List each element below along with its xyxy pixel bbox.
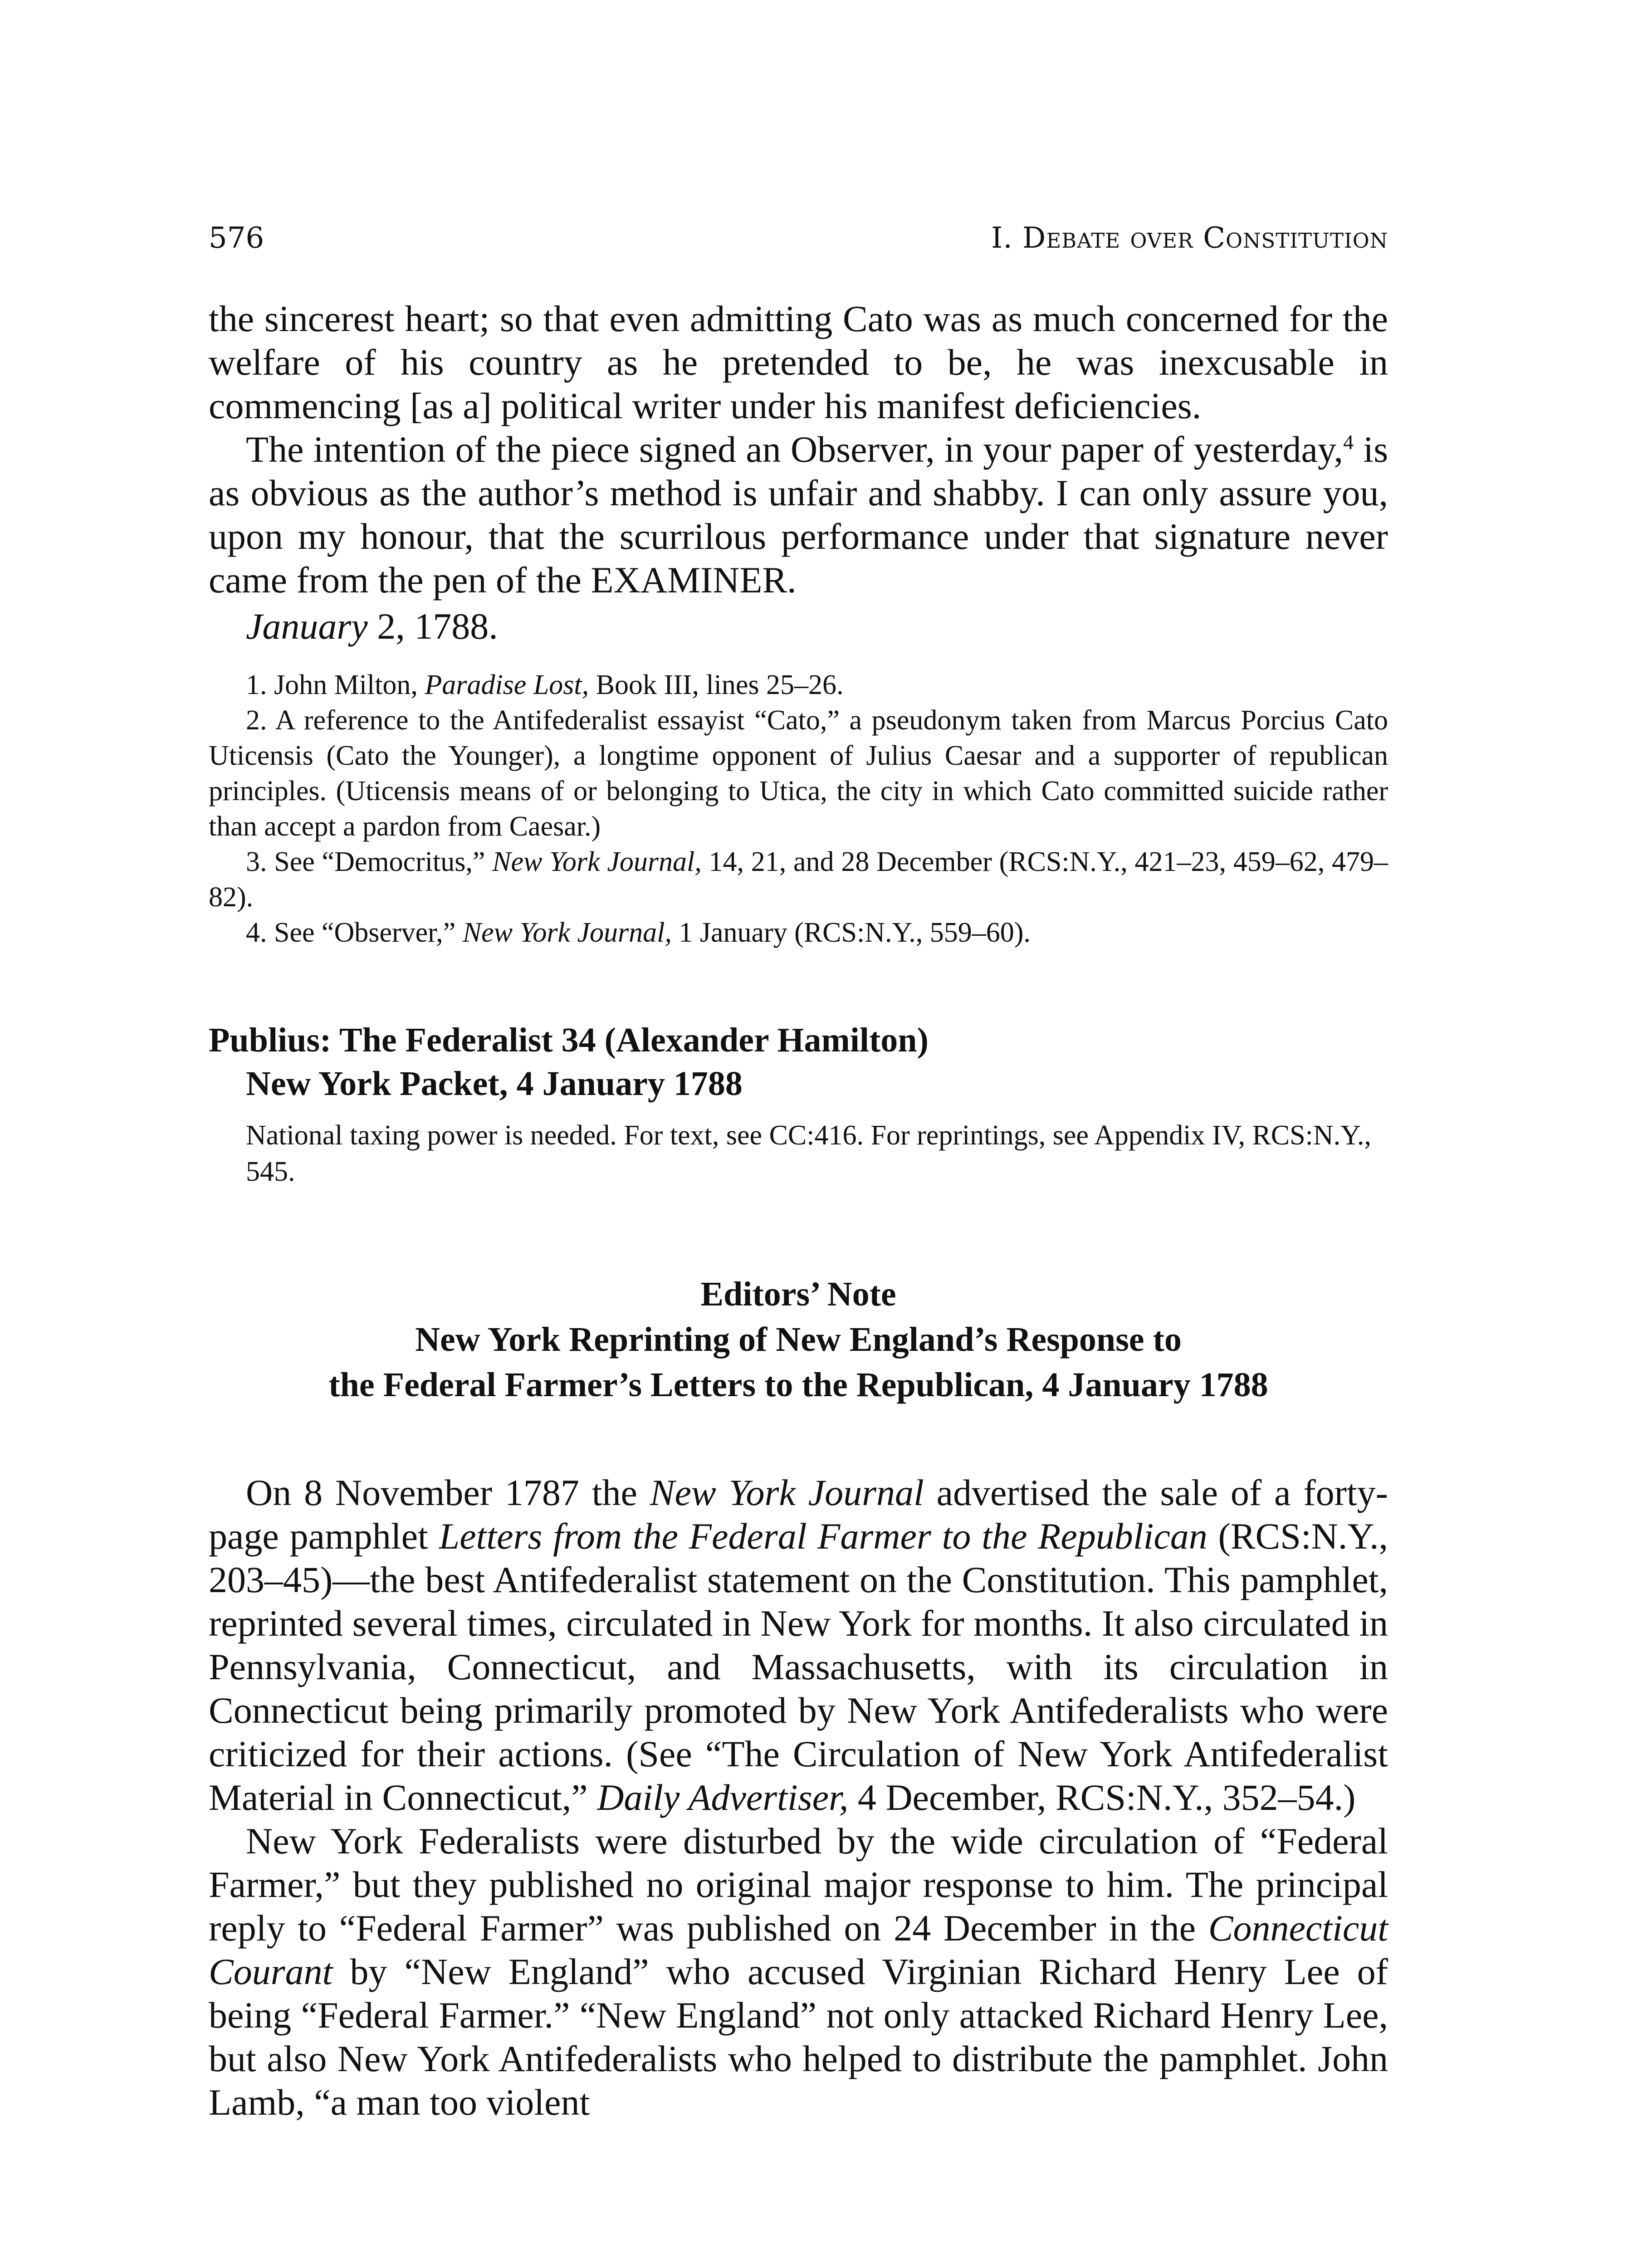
running-title: I. Debate over Constitution	[991, 221, 1388, 255]
footnote-3-b: 14, 21, and 28 December (RCS:N.Y., 421–23, 459–62, 479–82).	[209, 846, 1388, 913]
en-p1-italic-1: New York Journal	[650, 1472, 924, 1513]
footnote-ref-4: 4	[1343, 430, 1354, 454]
editors-note-title: Editors’ Note	[700, 1275, 896, 1313]
footnote-1-a: 1. John Milton,	[246, 670, 425, 700]
en-p1-b: advertised the sale of a forty-page pamphlet	[209, 1472, 1388, 1557]
examiner-p2-text-b: is as obvious as the author’s method is unfair and shabby. I can only assure you, upon my honour, that the scurrilous performance under that signature never came from the pen of the EXAMINER.	[209, 429, 1388, 601]
dateline-rest: 2, 1788.	[367, 606, 498, 647]
editors-note-title-block	[209, 1271, 1388, 1408]
running-header	[209, 218, 1388, 259]
publius-subtitle: New York Packet, 4 January 1788	[246, 1065, 743, 1103]
footnote-4-italic: New York Journal,	[462, 917, 672, 948]
footnote-1	[209, 667, 1388, 703]
footnote-3	[209, 844, 1388, 915]
editors-note-subtitle-2: the Federal Farmer’s Letters to the Republican, 4 January 1788	[328, 1366, 1268, 1404]
en-p2-a: New York Federalists were disturbed by the wide circulation of “Federal Farmer,” but they published no original major response to him. The principal reply to “Federal Farmer” was published on 24 December in the	[209, 1820, 1388, 1949]
editors-note-subtitle-1: New York Reprinting of New England’s Response to	[415, 1320, 1182, 1359]
examiner-paragraph-2	[209, 428, 1388, 602]
page-number: 576	[209, 221, 264, 255]
dateline-month: January	[246, 606, 368, 647]
examiner-paragraph-1	[209, 297, 1388, 428]
footnote-4-b: 1 January (RCS:N.Y., 559–60).	[671, 917, 1031, 948]
en-p2-italic: Connecticut Courant	[209, 1907, 1388, 1992]
dateline	[209, 605, 1388, 648]
footnotes	[209, 667, 1388, 950]
footnote-3-a: 3. See “Democritus,”	[246, 846, 493, 877]
editors-note-paragraph-1	[209, 1471, 1388, 1819]
footnote-2-text: 2. A reference to the Antifederalist essayist “Cato,” a pseudonym taken from Marcus Porcius Cato Uticensis (Cato the Younger), a longtime opponent of Julius Caesar and a supporter of republican principles. (Uticensis means of or belonging to Utica, the city in which Cato committed suicide rather than accept a pardon from Caesar.)	[209, 705, 1388, 842]
editors-note-body	[209, 1471, 1388, 2124]
publius-section	[209, 1018, 1388, 1190]
footnote-4	[209, 915, 1388, 950]
editors-note-paragraph-2	[209, 1819, 1388, 2124]
publius-summary: National taxing power is needed. For text, see CC:416. For reprintings, see Appendix IV, RCS:N.Y., 545.	[246, 1120, 1371, 1187]
page-content	[209, 297, 1388, 2124]
footnote-2	[209, 703, 1388, 844]
footnote-1-b: Book III, lines 25–26.	[589, 670, 844, 700]
examiner-p1-text: the sincerest heart; so that even admitting Cato was as much concerned for the welfare of his country as he pretended to be, he was inexcusable in commencing [as a] political writer under his manifest deficiencies.	[209, 298, 1388, 426]
en-p1-c: (RCS:N.Y., 203–45)—the best Antifederalist statement on the Constitution. This pamphlet, reprinted several times, circulated in New York for months. It also circulated in Pennsylvania, Connecticut, and Massachusetts, with its circulation in Connecticut being primarily promoted by New York Antifederalists who were criticized for their actions. (See “The Circulation of New York Antifederalist Material in Connecticut,”	[209, 1515, 1388, 1818]
publius-heading	[209, 1018, 1388, 1105]
en-p1-d: 4 December, RCS:N.Y., 352–54.)	[848, 1777, 1356, 1818]
footnote-4-a: 4. See “Observer,”	[246, 917, 463, 948]
en-p1-italic-3: Daily Advertiser,	[597, 1777, 849, 1818]
en-p2-b: by “New England” who accused Virginian Richard Henry Lee of being “Federal Farmer.” “New England” not only attacked Richard Henry Lee, but also New York Antifederalists who helped to distribute the pamphlet. John Lamb, “a man too violent	[209, 1951, 1388, 2123]
examiner-p2-text-a: The intention of the piece signed an Observer, in your paper of yesterday,	[246, 429, 1343, 470]
en-p1-a: On 8 November 1787 the	[246, 1472, 650, 1513]
footnote-1-italic: Paradise Lost,	[425, 670, 589, 700]
editors-note-heading	[209, 1271, 1388, 1408]
en-p1-italic-2: Letters from the Federal Farmer to the Republican	[439, 1515, 1208, 1557]
footnote-3-italic: New York Journal,	[492, 846, 702, 877]
publius-title: Publius: The Federalist 34 (Alexander Hamilton)	[209, 1021, 929, 1059]
